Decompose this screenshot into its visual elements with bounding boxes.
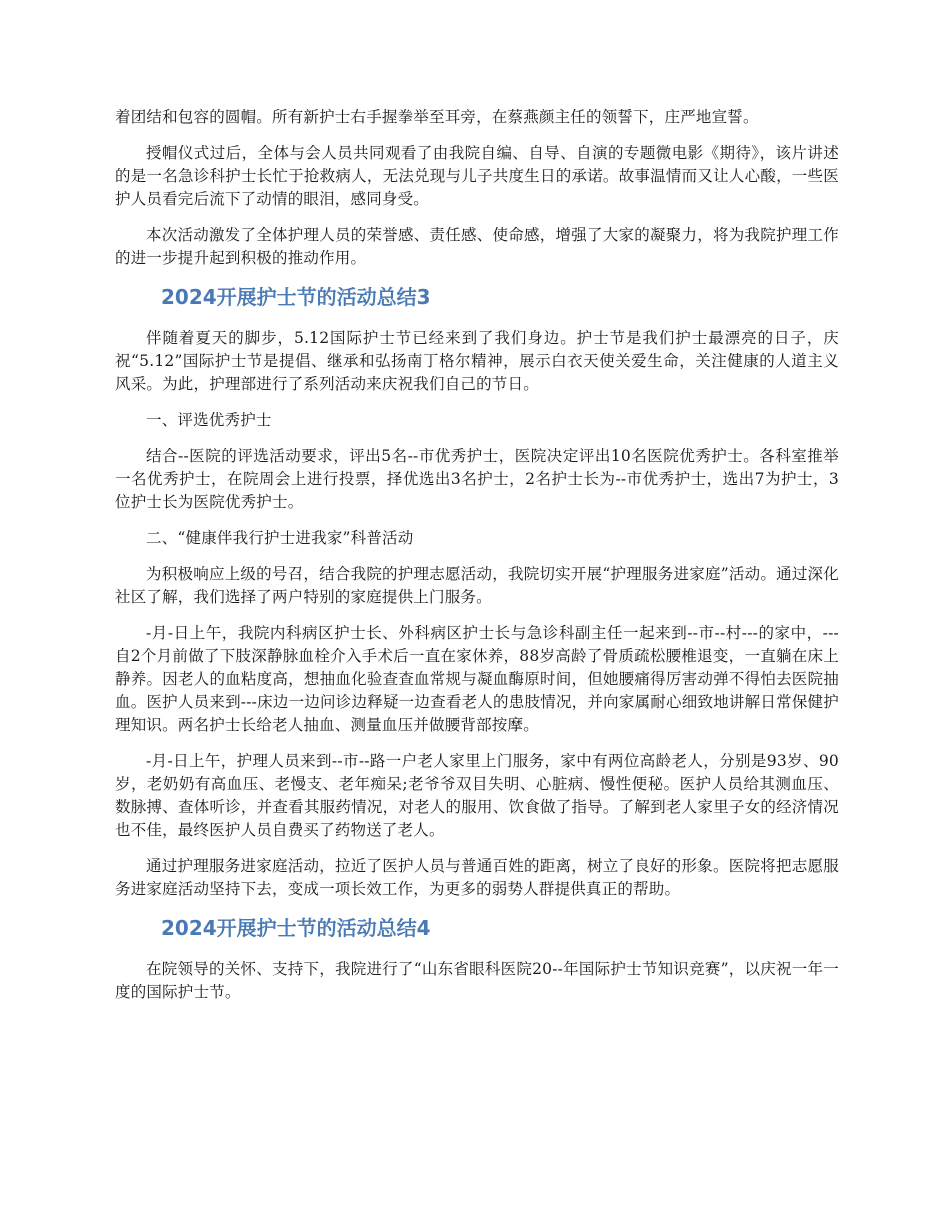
paragraph-conclusion: 通过护理服务进家庭活动，拉近了医护人员与普通百姓的距离，树立了良好的形象。医院将把志愿服务进家庭活动坚持下去，变成一项长效工作，为更多的弱势人群提供真正的帮助。 xyxy=(115,857,839,898)
section-heading-3: 2024开展护士节的活动总结3 xyxy=(161,285,431,309)
document-page xyxy=(115,106,839,1017)
paragraph-visit-2: -月-日上午，护理人员来到--市--路一户老人家里上门服务，家中有两位高龄老人，分别是93岁、90岁，老奶奶有高血压、老慢支、老年痴呆;老爷爷双目失明、心脏病、慢性便秘。医护人员给其测血压、数脉搏、查体听诊，并查看其服药情况，对老人的服用、饮食做了指导。了解到老人家里子女的经济情况也不佳，最终医护人员自费买了药物送了老人。 xyxy=(115,752,839,839)
paragraph-micro-film: 授帽仪式过后，全体与会人员共同观看了由我院自编、自导、自演的专题微电影《期待》，该片讲述的是一名急诊科护士长忙于抢救病人，无法兑现与儿子共度生日的承诺。故事温情而又让人心酸，一些医护人员看完后流下了动情的眼泪，感同身受。 xyxy=(115,144,839,208)
paragraph-activity-effect: 本次活动激发了全体护理人员的荣誉感、责任感、使命感，增强了大家的凝聚力，将为我院护理工作的进一步提升起到积极的推动作用。 xyxy=(115,226,839,267)
paragraph-home-service: 为积极响应上级的号召，结合我院的护理志愿活动，我院切实开展“护理服务进家庭”活动。通过深化社区了解，我们选择了两户特别的家庭提供上门服务。 xyxy=(115,565,839,606)
subheading-science-activity: 二、“健康伴我行护士进我家”科普活动 xyxy=(146,529,414,547)
paragraph-intro-512: 伴随着夏天的脚步，5.12国际护士节已经来到了我们身边。护士节是我们护士最漂亮的日子，庆祝“5.12”国际护士节是提倡、继承和弘扬南丁格尔精神，展示白衣天使关爱生命，关注健康的人道主义风采。为此，护理部进行了系列活动来庆祝我们自己的节日。 xyxy=(115,329,839,393)
paragraph-selection: 结合--医院的评选活动要求，评出5名--市优秀护士，医院决定评出10名医院优秀护士。各科室推举一名优秀护士，在院周会上进行投票，择优选出3名护士，2名护士长为--市优秀护士，选出7为护士，3位护士长为医院优秀护士。 xyxy=(115,447,839,511)
paragraph-knowledge-contest: 在院领导的关怀、支持下，我院进行了“山东省眼科医院20--年国际护士节知识竞赛”，以庆祝一年一度的国际护士节。 xyxy=(115,960,839,1001)
paragraph-visit-1: -月-日上午，我院内科病区护士长、外科病区护士长与急诊科副主任一起来到--市--村---的家中，---自2个月前做了下肢深静脉血栓介入手术后一直在家休养，88岁高龄了骨质疏松腰椎退变，一直躺在床上静养。因老人的血粘度高，想抽血化验查查血常规与凝血酶原时间，但她腰痛得厉害动弹不得怕去医院抽血。医护人员来到---床边一边问诊边释疑一边查看老人的患肢情况，并向家属耐心细致地讲解日常保健护理知识。两名护士长给老人抽血、测量血压并做腰背部按摩。 xyxy=(115,624,839,734)
section-heading-4: 2024开展护士节的活动总结4 xyxy=(161,916,431,940)
subheading-select-nurses: 一、评选优秀护士 xyxy=(146,411,272,429)
paragraph-oath: 着团结和包容的圆帽。所有新护士右手握拳举至耳旁，在蔡燕颜主任的领誓下，庄严地宣誓。 xyxy=(115,108,759,126)
